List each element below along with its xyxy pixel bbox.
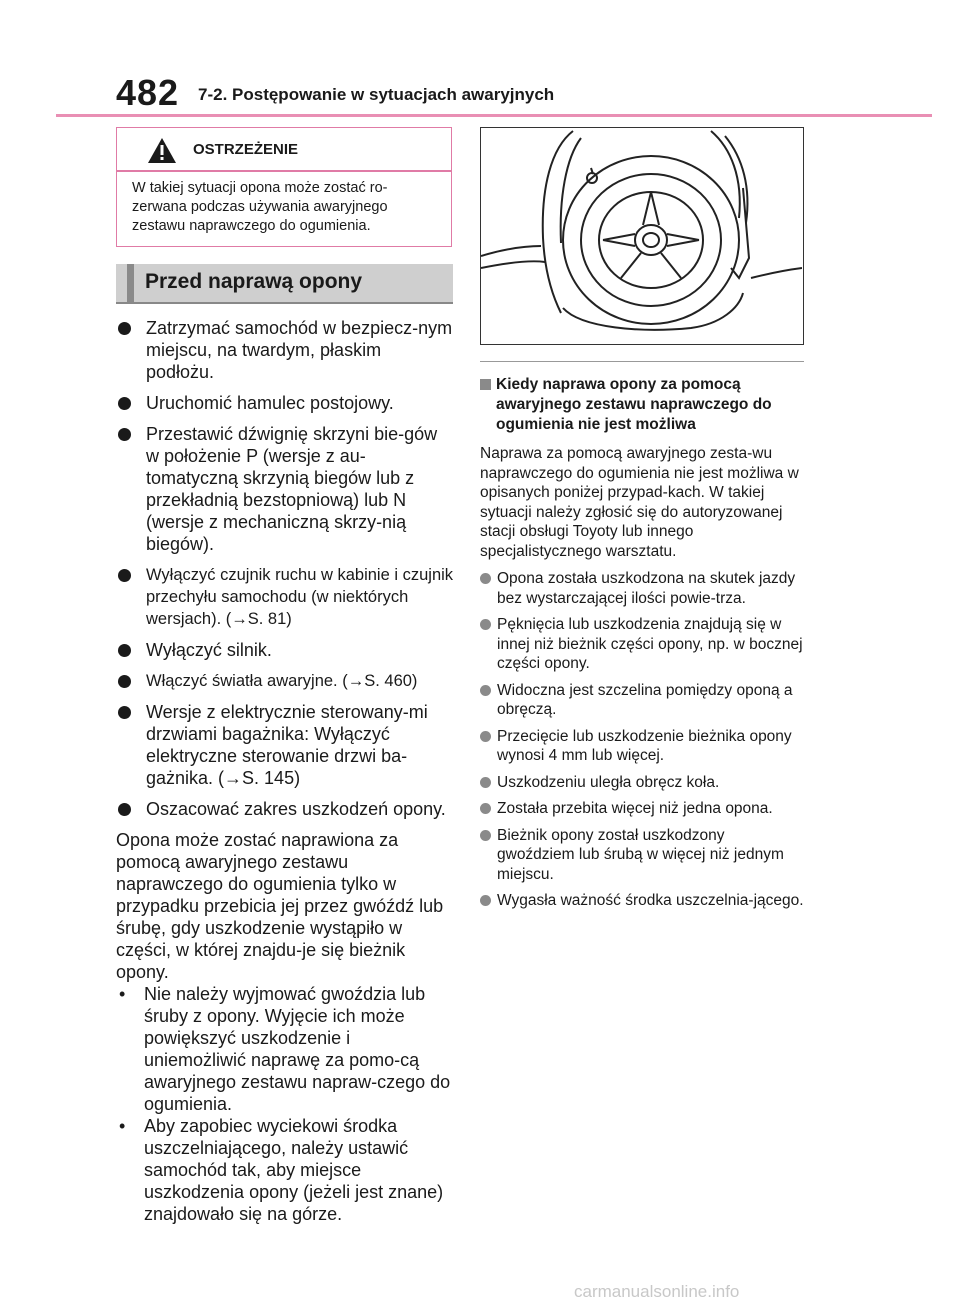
list-item: Uruchomić hamulec postojowy. [116,392,454,414]
bullet-icon [118,569,131,582]
list-item: Wyłączyć silnik. [116,639,454,661]
bullet-icon [118,428,131,441]
list-item: Uszkodzeniu uległa obręcz koła. [480,773,804,793]
list-item: Przecięcie lub uszkodzenie bieżnika opony wynosi 4 mm lub więcej. [480,727,804,766]
page-header [0,0,960,116]
section-heading-text: Przed naprawą opony [145,270,363,293]
heading-bar [127,264,134,302]
checklist [116,317,454,820]
bullet-icon [480,573,491,584]
bullet-icon [480,830,491,841]
subsection-heading: Kiedy naprawa opony za pomocą awaryjnego zestawu naprawczego do ogumienia nie jest możliwa [480,375,804,435]
bullet-icon [480,777,491,788]
bullet-icon [480,685,491,696]
flat-tire-illustration [480,127,804,345]
warning-header [117,128,451,170]
list-item: Przestawić dźwignię skrzyni bie-gów w położenie P (wersje z au-tomatyczną skrzynią biegów lub z przekładnią bezstopniową) lub N (wersje z mechaniczną skrzy-nią biegów). [116,423,454,555]
right-column [480,127,804,918]
list-item: Zatrzymać samochód w bezpiecz-nym miejscu, na twardym, płaskim podłożu. [116,317,454,383]
note-item: • Aby zapobiec wyciekowi środka uszczelniającego, należy ustawić samochód tak, aby miejsce uszkodzenia opony (jeżeli jest znane) znajdowało się na górze. [119,1116,444,1224]
bullet-icon [118,706,131,719]
bullet-icon [118,675,131,688]
body-paragraph: Naprawa za pomocą awaryjnego zesta-wu naprawczego do ogumienia nie jest możliwa w opisanych poniżej przypad-kach. W takiej sytuacji należy zgłosić się do autoryzowanej stacji obsługi Toyoty lub innego specjalistycznego warsztatu. [480,445,799,560]
list-item: Opona została uszkodzona na skutek jazdy bez wystarczającej ilości powie-trza. [480,569,804,608]
bullet-icon [480,619,491,630]
bullet-icon [480,731,491,742]
page-number: 482 [116,72,180,113]
section-title: 7-2. Postępowanie w sytuacjach awaryjnych [198,85,555,104]
dot-marker-icon: • [119,984,126,1004]
list-item: Została przebita więcej niż jedna opona. [480,799,804,819]
list-item: Bieżnik opony został uszkodzony gwoździem lub śrubą w więcej niż jednym miejscu. [480,826,804,885]
bullet-icon [118,397,131,410]
list-item: Widoczna jest szczelina pomiędzy oponą a obręczą. [480,681,804,720]
bullet-icon [480,803,491,814]
square-marker-icon [480,379,491,390]
conditions-list [480,569,804,911]
warning-title: OSTRZEŻENIE [193,141,299,158]
body-paragraph: Opona może zostać naprawiona za pomocą awaryjnego zestawu naprawczego do ogumienia tylko w przypadku przebicia jej przez gwóźdź lub śrubę, gdy uszkodzenie wystąpiło w części, w której znajdu-je się bieżnik opony. [116,830,444,982]
note-item: • Nie należy wyjmować gwoździa lub śruby z opony. Wyjęcie ich może powiększyć uszkodzenie i uniemożliwić naprawę za pomo-cą awaryjnego zestawu napraw-czego do ogumienia. [119,984,451,1114]
list-item: Pęknięcia lub uszkodzenia znajdują się w innej niż bieżnik części opony, np. w bocznej części opony. [480,615,804,674]
section-heading [116,264,453,304]
list-item: Wersje z elektrycznie sterowany-mi drzwiami bagażnika: Wyłączyć elektryczne sterowanie drzwi ba-gażnika. (→S. 145) [116,701,454,789]
bullet-icon [118,322,131,335]
bullet-icon [118,644,131,657]
warning-box [116,127,452,247]
watermark: carmanualsonline.info [574,1282,740,1301]
bullet-icon [118,803,131,816]
warning-text: W takiej sytuacji opona może zostać ro-zerwana podczas używania awaryjnego zestawu naprawczego do ogumienia. [132,179,388,234]
list-item: Wygasła ważność środka uszczelnia-jącego. [480,891,804,911]
dot-marker-icon: • [119,1116,126,1136]
header-divider [56,114,932,117]
list-item: Oszacować zakres uszkodzeń opony. [116,798,454,820]
list-item: Wyłączyć czujnik ruchu w kabinie i czujnik przechyłu samochodu (w niektórych wersjach). (→S. 81) [116,564,454,630]
figure-divider [480,361,804,362]
left-column [116,127,454,1225]
list-item: Włączyć światła awaryjne. (→S. 460) [116,670,454,692]
tire-drawing [481,128,802,343]
warning-triangle-icon [147,137,177,164]
bullet-icon [480,895,491,906]
